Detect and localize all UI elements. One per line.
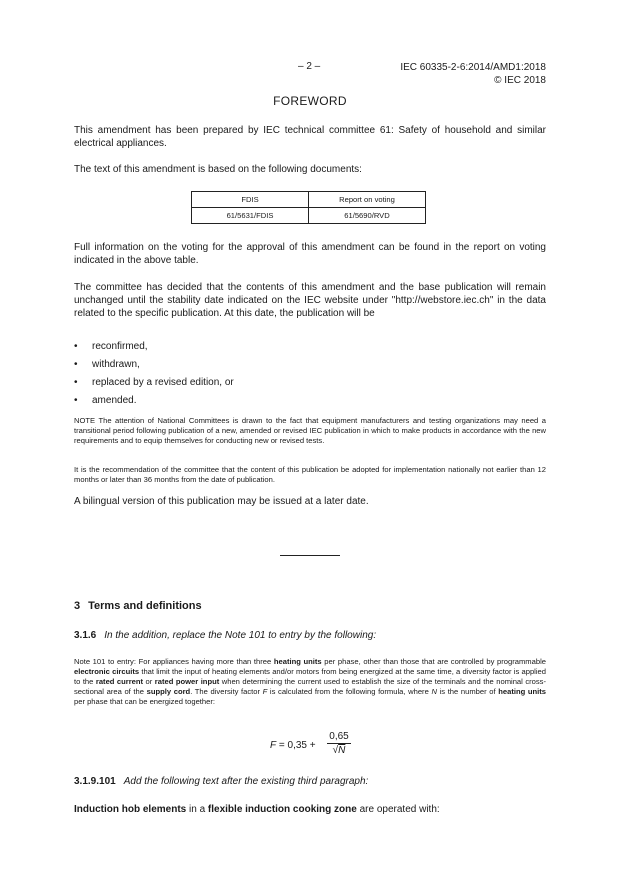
clause-3-1-9-101 (74, 776, 368, 787)
bullet-list (74, 340, 234, 412)
document-id (400, 61, 546, 87)
clause-number: 3.1.6 (74, 630, 97, 641)
table-header-report: Report on voting (309, 192, 426, 208)
list-item (74, 376, 234, 394)
list-item-text: replaced by a revised edition, or (92, 377, 234, 388)
note-text: per phase, other than those that are controlled by programmable (321, 657, 546, 666)
list-item-text: withdrawn, (92, 359, 140, 370)
table-cell-fdis: 61/5631/FDIS (192, 208, 309, 224)
clause-number: 3.1.9.101 (74, 776, 116, 787)
term-rated-current: rated current (95, 677, 144, 686)
paragraph-bilingual: A bilingual version of this publication may be issued at a later date. (74, 496, 369, 507)
term-electronic-circuits: electronic circuits (74, 667, 140, 676)
paragraph-voting-info: Full information on the voting for the approval of this amendment can be found in the report on voting indicated in the above table. (74, 242, 546, 266)
table-header-row (192, 192, 426, 208)
table-row (192, 208, 426, 224)
bullet-icon: • (74, 359, 78, 370)
note-text: Note 101 to entry: For appliances having more than three (74, 657, 274, 666)
bullet-icon: • (74, 377, 78, 388)
list-item-text: reconfirmed, (92, 341, 148, 352)
formula-variable-f: F (270, 740, 277, 751)
note-text: or (143, 677, 155, 686)
paragraph-recommendation: It is the recommendation of the committee that the content of this publication be adopted for implementation nationally not earlier than 12 months or later than 36 months from the date of publication. (74, 465, 546, 484)
section-divider (280, 555, 340, 556)
term-flexible-zone: flexible induction cooking zone (207, 804, 357, 815)
note-text: is calculated from the following formula, where (267, 687, 432, 696)
list-item (74, 394, 234, 412)
paragraph-text: are operated with: (356, 804, 440, 815)
sqrt-icon: √ (332, 745, 339, 756)
note-text: that limit the input of heating elements and/or motors from being energized at the same time, a diversity factor is applied to the (74, 667, 546, 686)
note-transitional: NOTE The attention of National Committees is drawn to the fact that equipment manufacturers and testing organizations may need a transitional period following publication of a new, amended or revised IEC publication in which to make products in accordance with the new requirements and to equip themselves for conducting new or revised tests. (74, 416, 546, 445)
paragraph-based-on: The text of this amendment is based on the following documents: (74, 164, 362, 175)
note-text: is the number of (436, 687, 499, 696)
term-heating-units: heating units (498, 687, 547, 696)
page-title: FOREWORD (273, 94, 347, 108)
term-supply-cord: supply cord (146, 687, 191, 696)
formula-lhs (270, 740, 316, 751)
formula-numerator: 0,65 (327, 731, 351, 744)
paragraph-committee: This amendment has been prepared by IEC technical committee 61: Safety of household and similar electrical appliances. (74, 125, 546, 149)
document-code: IEC 60335-2-6:2014/AMD1:2018 (400, 62, 546, 73)
clause-3-1-6 (74, 630, 376, 641)
note-text: . The diversity factor (190, 687, 263, 696)
formula-denominator (327, 744, 351, 756)
paragraph-stability: The committee has decided that the contents of this amendment and the base publication will remain unchanged until the stability date indicated on the IEC website under "http://webstore.iec.ch" in the data related to the specific publication. At this date, the publication will be (74, 282, 546, 319)
variable-n: N (431, 687, 437, 696)
note-text: per phase that can be energized together: (74, 697, 216, 706)
documents-table (191, 191, 426, 224)
formula-variable-n: N (338, 745, 346, 756)
formula-equals: = 0,35 + (276, 740, 316, 751)
section-heading (74, 600, 202, 612)
term-rated-power-input: rated power input (154, 677, 220, 686)
paragraph-induction (74, 804, 440, 815)
table-cell-report: 61/5690/RVD (309, 208, 426, 224)
table-header-fdis: FDIS (192, 192, 309, 208)
section-number: 3 (74, 600, 81, 612)
note-text: when determining the current used to establish the size of the terminals and the nominal cross-sectional area of the (74, 677, 546, 696)
list-item (74, 340, 234, 358)
clause-instruction: Add the following text after the existing third paragraph: (123, 776, 369, 787)
page-number: – 2 – (298, 61, 321, 72)
variable-f: F (262, 687, 268, 696)
formula-fraction (327, 731, 351, 756)
list-item-text: amended. (92, 395, 137, 406)
list-item (74, 358, 234, 376)
bullet-icon: • (74, 341, 78, 352)
term-heading-units: heating units (273, 657, 322, 666)
note-101 (74, 657, 546, 707)
term-induction-hob-elements: Induction hob elements (74, 804, 187, 815)
bullet-icon: • (74, 395, 78, 406)
paragraph-text: in a (186, 804, 208, 815)
copyright-notice: © IEC 2018 (494, 75, 546, 86)
section-title: Terms and definitions (88, 600, 202, 612)
clause-instruction: In the addition, replace the Note 101 to entry by the following: (104, 630, 377, 641)
